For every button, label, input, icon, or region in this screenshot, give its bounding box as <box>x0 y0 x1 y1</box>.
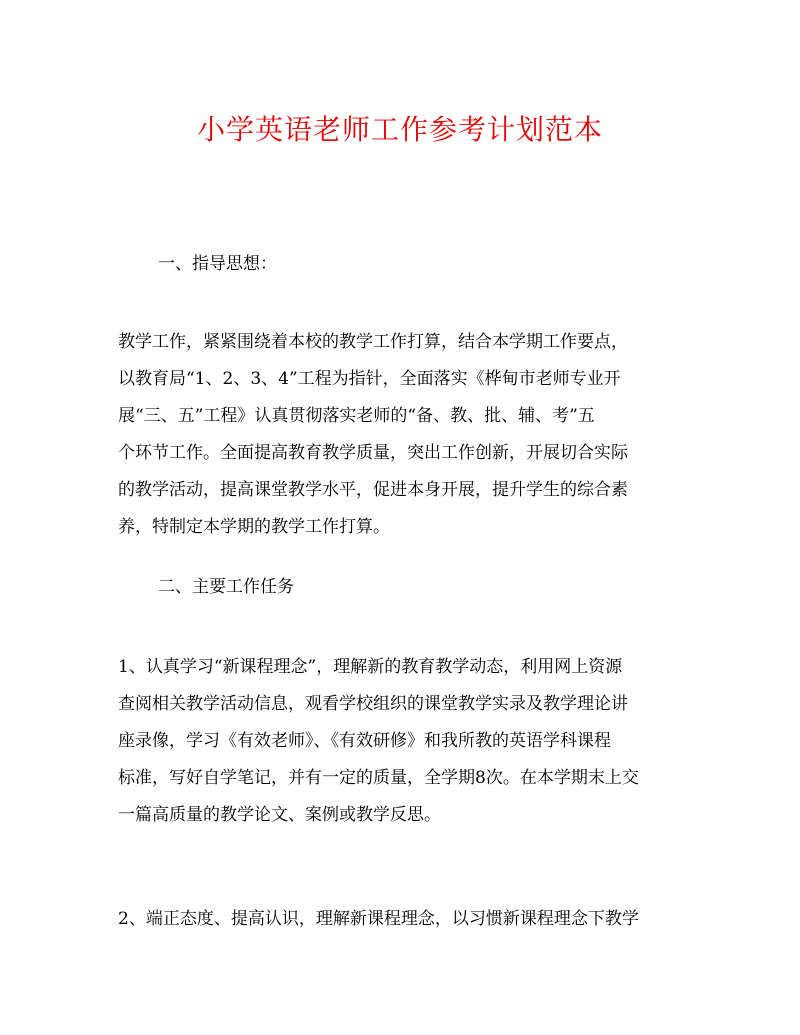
paragraph-line: 展“三、五”工程》认真贯彻落实老师的“备、教、批、辅、考”五 <box>118 406 595 426</box>
paragraph-line: 1、认真学习“新课程理念”，理解新的教育教学动态，利用网上资源 <box>118 657 623 677</box>
paragraph-line: 查阅相关教学活动信息，观看学校组织的课堂教学实录及教学理论讲 <box>118 694 628 714</box>
paragraph-line: 教学工作，紧紧围绕着本校的教学工作打算，结合本学期工作要点， <box>118 332 628 352</box>
paragraph-line: 养，特制定本学期的教学工作打算。 <box>118 517 390 537</box>
paragraph-line: 的教学活动，提高课堂教学水平，促进本身开展，提升学生的综合素 <box>118 480 628 500</box>
section-heading-main-tasks: 二、主要工作任务 <box>158 577 294 597</box>
paragraph-guiding-ideology <box>118 324 698 546</box>
paragraph-line: 标准，写好自学笔记，并有一定的质量，全学期8次。在本学期末上交 <box>118 768 639 788</box>
paragraph-task-1 <box>118 649 698 834</box>
section-heading-guiding-ideology: 一、指导思想： <box>158 254 277 274</box>
paragraph-line: 一篇高质量的教学论文、案例或教学反思。 <box>118 805 441 825</box>
paragraph-line: 座录像，学习《有效老师》、《有效研修》和我所教的英语学科课程 <box>118 731 611 751</box>
document-title: 小学英语老师工作参考计划范本 <box>196 113 603 146</box>
paragraph-line: 以教育局“1、2、3、4”工程为指针，全面落实《桦甸市老师专业开 <box>118 369 621 389</box>
paragraph-line: 个环节工作。全面提高教育教学质量，突出工作创新，开展切合实际 <box>118 443 628 463</box>
paragraph-task-2 <box>118 901 698 938</box>
paragraph-line: 2、端正态度、提高认识，理解新课程理念，以习惯新课程理念下教学 <box>118 909 639 929</box>
